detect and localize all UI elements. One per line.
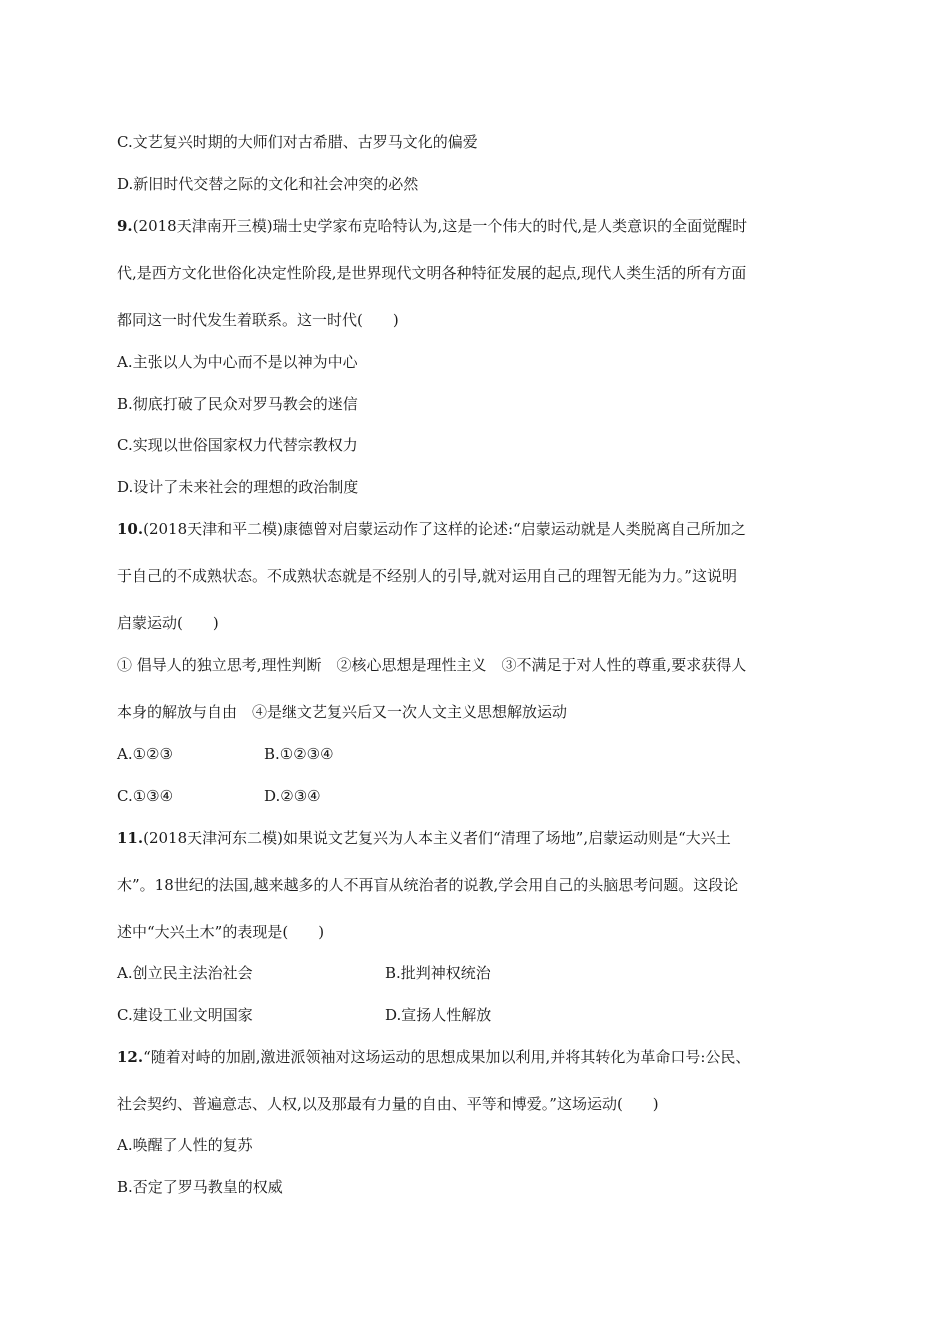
q12-stem-line2: 社会契约、普遍意志、人权,以及那最有力量的自由、平等和博爱。”这场运动( ): [117, 1095, 659, 1113]
q9-stem-line3: 都同这一时代发生着联系。这一时代( ): [117, 311, 399, 329]
q12-option-a: A.唤醒了人性的复苏: [117, 1136, 253, 1154]
q9-number: 9.: [117, 217, 133, 235]
q11-option-b: B.批判神权统治: [385, 964, 491, 982]
q11-stem-text1: (2018天津河东二模)如果说文艺复兴为人本主义者们“清理了场地”,启蒙运动则是“大兴土: [143, 829, 731, 847]
q9-option-a: A.主张以人为中心而不是以神为中心: [117, 353, 358, 371]
q11-number: 11.: [117, 829, 144, 847]
q9-stem-line1: [117, 216, 747, 236]
q12-number: 12.: [117, 1048, 144, 1066]
q10-stem-line2: 于自己的不成熟状态。不成熟状态就是不经别人的引导,就对运用自己的理智无能为力。”这说明: [117, 567, 737, 585]
q11-option-a: A.创立民主法治社会: [117, 964, 253, 982]
q9-option-d: D.设计了未来社会的理想的政治制度: [117, 478, 359, 496]
q11-option-d: D.宣扬人性解放: [385, 1006, 492, 1024]
q10-number: 10.: [117, 520, 144, 538]
q11-stem-line3: 述中“大兴土木”的表现是( ): [117, 923, 325, 941]
q9-option-b: B.彻底打破了民众对罗马教会的迷信: [117, 395, 358, 413]
q10-option-c: C.①③④: [117, 787, 174, 805]
q11-stem-line2: 木”。18世纪的法国,越来越多的人不再盲从统治者的说教,学会用自己的头脑思考问题。这段论: [117, 876, 739, 894]
q9-option-c: C.实现以世俗国家权力代替宗教权力: [117, 436, 358, 454]
q12-option-b: B.否定了罗马教皇的权威: [117, 1178, 283, 1196]
q10-stem-text1: (2018天津和平二模)康德曾对启蒙运动作了这样的论述:“启蒙运动就是人类脱离自己所加之: [143, 520, 746, 538]
q8-option-d: D.新旧时代交替之际的文化和社会冲突的必然: [117, 175, 419, 193]
q10-option-a: A.①②③: [117, 745, 173, 763]
q10-option-b: B.①②③④: [264, 745, 334, 763]
q12-stem-line1: [117, 1047, 750, 1067]
q11-option-c: C.建设工业文明国家: [117, 1006, 253, 1024]
q8-option-c: C.文艺复兴时期的大师们对古希腊、古罗马文化的偏爱: [117, 133, 478, 151]
q10-option-d: D.②③④: [264, 787, 321, 805]
q10-stem-line3: 启蒙运动( ): [117, 614, 219, 632]
q9-stem-line2: 代,是西方文化世俗化决定性阶段,是世界现代文明各种特征发展的起点,现代人类生活的所有方面: [117, 264, 747, 282]
q12-stem-text1: “随着对峙的加剧,激进派领袖对这场运动的思想成果加以利用,并将其转化为革命口号:公民、: [143, 1048, 751, 1066]
q10-stem-line1: [117, 519, 746, 539]
q10-statements-line2: 本身的解放与自由 ④是继文艺复兴后又一次人文主义思想解放运动: [117, 703, 568, 721]
q11-stem-line1: [117, 828, 731, 848]
q9-stem-text1: (2018天津南开三模)瑞士史学家布克哈特认为,这是一个伟大的时代,是人类意识的全面觉醒时: [132, 217, 748, 235]
q10-statements-line1: ① 倡导人的独立思考,理性判断 ②核心思想是理性主义 ③不满足于对人性的尊重,要求获得人: [117, 656, 747, 674]
